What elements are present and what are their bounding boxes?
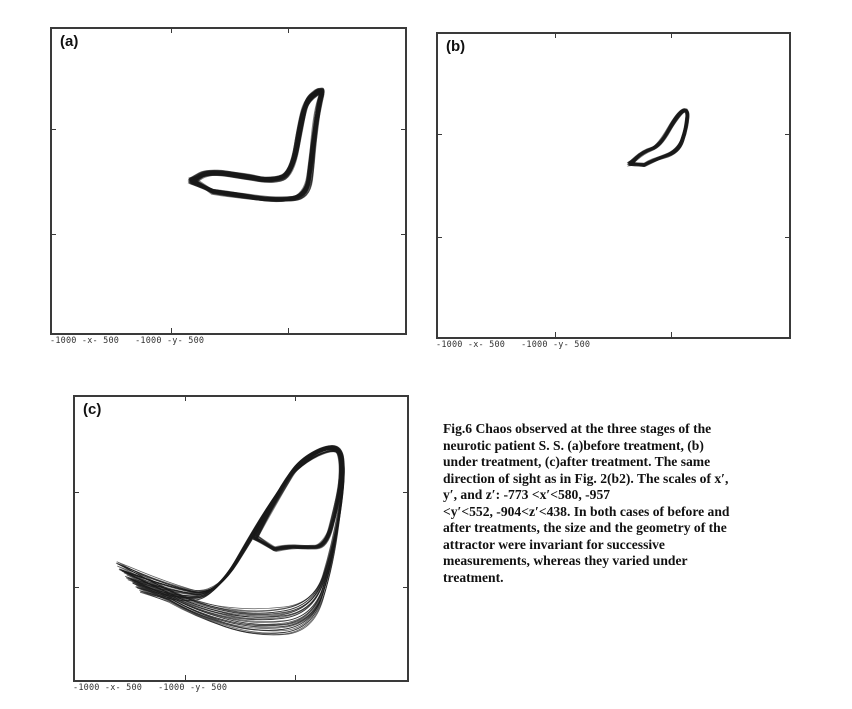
caption-line: attractor were invariant for successive [443,536,665,552]
caption-line: direction of sight as in Fig. 2(b2). The scales of x′, [443,470,729,486]
panel-c-label: (c) [83,401,102,418]
caption-line: measurements, whereas they varied under [443,553,688,568]
attractor-trajectory [192,93,320,201]
panel-a-axis-label: -1000 -x- 500 -1000 -y- 500 [50,336,205,346]
panel-a [50,27,407,335]
attractor-trajectory [194,89,321,198]
panel-b [436,32,791,339]
caption-line: under treatment, (c)after treatment. The same [443,454,711,469]
caption-line: treatment. [443,569,504,585]
caption-line: after treatments, the size and the geometry of the [443,520,727,535]
attractor-trajectory [191,91,320,201]
attractor-trajectory [128,449,344,625]
panel-c-axis-label: -1000 -x- 500 -1000 -y- 500 [73,683,228,693]
attractor-trajectory [193,89,320,201]
attractor-plot-a [52,29,405,333]
attractor-trajectory [136,451,344,630]
attractor-trajectory [193,92,320,199]
attractor-trajectory [133,450,343,628]
caption-line: <y′<552, -904<z′<438. In both cases of before and [443,503,730,519]
figure-caption [443,421,823,586]
caption-line: neurotic patient S. S. (a)before treatment, (b) [443,437,704,453]
panel-c [73,395,409,682]
attractor-trajectory [190,90,321,199]
attractor-trajectory [136,451,345,631]
attractor-trajectory [137,451,342,633]
attractor-plot-c [75,397,407,680]
attractor-trajectory [190,90,321,201]
panel-b-label: (b) [446,38,466,55]
attractor-trajectory [195,90,321,199]
caption-line: Fig.6 Chaos observed at the three stages of the [443,421,712,436]
attractor-trajectory [192,91,320,202]
attractor-plot-b [438,34,789,337]
attractor-trajectory [192,88,321,198]
caption-line: y′, and z′: -773 <x′<580, -957 [443,487,611,502]
attractor-trajectory [189,90,321,198]
panel-a-label: (a) [60,33,79,50]
attractor-trajectory [191,89,321,200]
panel-b-axis-label: -1000 -x- 500 -1000 -y- 500 [436,340,591,350]
